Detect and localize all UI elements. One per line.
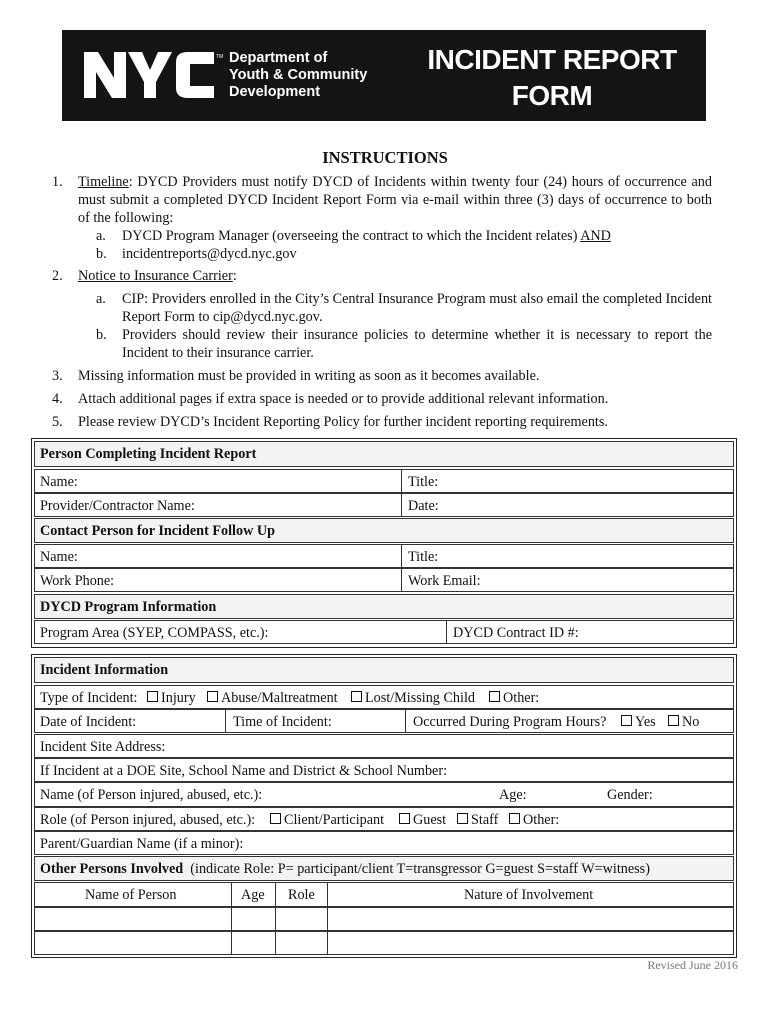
field-label: Time of Incident:: [233, 714, 332, 730]
list-number: 5.: [52, 414, 63, 430]
department-line: Youth & Community: [229, 67, 368, 83]
person-completing-heading: Person Completing Incident Report: [40, 446, 257, 462]
staff-checkbox[interactable]: [457, 812, 498, 829]
table-cell: [275, 883, 328, 906]
logo-text: NYC: [84, 44, 87, 45]
table-cell[interactable]: [231, 932, 276, 954]
incident-date-field[interactable]: Date of Incident:: [40, 714, 137, 730]
department-line: Department of: [229, 50, 328, 66]
instruction-text: : DYCD Providers must notify DYCD of Incidents within twenty four (24) hours of occurrence and must submit a completed DYCD Incident Report Form via e-mail within three (3) days of occurrence to both of the following:: [78, 174, 712, 226]
section-heading-row: [34, 856, 734, 881]
option-label: Staff: [471, 812, 499, 828]
incident-info-heading: Incident Information: [40, 662, 169, 678]
field-label: Title:: [408, 549, 439, 565]
form-row: [34, 807, 734, 831]
department-name: [229, 50, 399, 101]
site-address-field[interactable]: Incident Site Address:: [40, 739, 166, 755]
checkbox-icon: [207, 691, 218, 702]
form-row: [34, 758, 734, 782]
work-phone-field[interactable]: Work Phone:: [40, 573, 115, 589]
contract-id-field[interactable]: [446, 621, 733, 643]
person-name-field[interactable]: Name (of Person injured, abused, etc.):: [40, 787, 263, 803]
form-row: [34, 685, 734, 709]
list-letter: a.: [96, 291, 106, 307]
list-number: 3.: [52, 368, 63, 384]
injury-checkbox[interactable]: [147, 690, 196, 707]
yes-checkbox[interactable]: [621, 714, 656, 731]
role-label: Role (of Person injured, abused, etc.):: [40, 812, 256, 828]
heading-note: (indicate Role: P= participant/client T=transgressor G=guest S=staff W=witness): [190, 861, 650, 877]
no-checkbox[interactable]: [668, 714, 699, 731]
form-row: [34, 493, 734, 517]
colon: :: [232, 268, 237, 284]
revision-note: Revised June 2016: [647, 958, 738, 972]
checkbox-icon: [399, 813, 410, 824]
incident-time-field[interactable]: [225, 710, 406, 732]
table-row[interactable]: [34, 931, 734, 955]
instruction-item-2b: Providers should review their insurance policies to determine whether it is necessary to report the Incident to their insurance carrier.: [122, 327, 712, 361]
name-field[interactable]: Name:: [40, 474, 78, 490]
program-area-field[interactable]: Program Area (SYEP, COMPASS, etc.):: [40, 625, 269, 641]
form-section-incident: [31, 654, 737, 958]
table-cell[interactable]: [327, 908, 733, 930]
list-number: 2.: [52, 268, 63, 284]
option-label: Abuse/Maltreatment: [221, 690, 338, 706]
column-header-name: Name of Person: [85, 887, 177, 903]
gender-field[interactable]: Gender:: [607, 787, 653, 803]
form-title-line: INCIDENT REPORT: [427, 44, 677, 75]
instructions-heading: INSTRUCTIONS: [322, 148, 448, 167]
instruction-item-2a: CIP: Providers enrolled in the City’s Central Insurance Program must also email the completed Incident Report Form to cip@dycd.nyc.gov.: [122, 291, 712, 325]
provider-name-field[interactable]: Provider/Contractor Name:: [40, 498, 195, 514]
table-row[interactable]: [34, 907, 734, 931]
instruction-item-2: [78, 267, 237, 285]
form-row: [34, 831, 734, 855]
form-row: [34, 544, 734, 568]
field-label: Work Email:: [408, 573, 481, 589]
work-email-field[interactable]: [401, 569, 733, 591]
abuse-checkbox[interactable]: [207, 690, 338, 707]
section-heading-row: [34, 594, 734, 619]
table-cell[interactable]: [231, 908, 276, 930]
date-field[interactable]: [401, 494, 733, 516]
checkbox-icon: [351, 691, 362, 702]
table-cell: [231, 883, 276, 906]
option-label: No: [682, 714, 700, 730]
and-label: AND: [580, 228, 611, 244]
department-line: Development: [229, 84, 321, 100]
incident-email-link[interactable]: incidentreports@dycd.nyc.gov: [122, 246, 297, 262]
checkbox-icon: [270, 813, 281, 824]
checkbox-icon: [509, 813, 520, 824]
column-header-nature: Nature of Involvement: [464, 887, 594, 903]
contact-title-field[interactable]: [401, 545, 733, 567]
insurance-label: Notice to Insurance Carrier: [78, 268, 233, 284]
column-header-role: Role: [288, 887, 315, 903]
lost-child-checkbox[interactable]: [351, 690, 475, 707]
form-row: [34, 782, 734, 807]
list-number: 4.: [52, 391, 63, 407]
form-row: [34, 620, 734, 644]
incident-type-label: Type of Incident:: [40, 690, 138, 706]
form-row: [34, 568, 734, 592]
contact-name-field[interactable]: Name:: [40, 549, 78, 565]
instruction-item-3: Missing information must be provided in writing as soon as it becomes available.: [78, 368, 540, 384]
section-heading-row: [34, 441, 734, 467]
list-letter: b.: [96, 246, 107, 262]
checkbox-icon: [489, 691, 500, 702]
instruction-item-1a: [122, 227, 611, 245]
option-label: Other:: [503, 690, 540, 706]
heading-text: Other Persons Involved: [40, 861, 184, 877]
table-header-row: [34, 882, 734, 907]
svg-text:TM: TM: [216, 54, 224, 60]
option-label: Other:: [523, 812, 560, 828]
field-label: DYCD Contract ID #:: [453, 625, 579, 641]
option-label: Guest: [413, 812, 447, 828]
table-cell: [327, 883, 733, 906]
form-row: [34, 734, 734, 758]
option-label: Client/Participant: [284, 812, 385, 828]
guest-checkbox[interactable]: [399, 812, 446, 829]
instruction-text: DYCD Program Manager (overseeing the contract to which the Incident relates): [122, 228, 578, 244]
client-checkbox[interactable]: [270, 812, 384, 829]
column-header-age: Age: [241, 887, 265, 903]
option-label: Lost/Missing Child: [365, 690, 475, 706]
form-row: [34, 469, 734, 493]
program-info-heading: DYCD Program Information: [40, 599, 217, 615]
table-cell[interactable]: [327, 932, 733, 954]
list-number: 1.: [52, 174, 63, 190]
list-letter: b.: [96, 327, 107, 343]
program-hours-field: [405, 710, 733, 732]
list-letter: a.: [96, 228, 106, 244]
header-banner: [62, 30, 706, 121]
checkbox-icon: [457, 813, 468, 824]
form-title-line: FORM: [511, 80, 593, 111]
form-title: [402, 42, 702, 114]
instruction-item-1: [78, 173, 712, 227]
checkbox-icon: [668, 715, 679, 726]
option-label: Yes: [635, 714, 656, 730]
other-persons-heading: [40, 861, 650, 878]
timeline-label: Timeline: [78, 174, 129, 190]
section-heading-row: [34, 657, 734, 683]
field-label: Date:: [408, 498, 439, 514]
other-type-checkbox[interactable]: [489, 690, 539, 707]
title-field[interactable]: [401, 470, 733, 492]
age-field[interactable]: Age:: [499, 787, 527, 803]
form-section-contact: [31, 438, 737, 648]
instruction-item-5: Please review DYCD’s Incident Reporting Policy for further incident reporting requirements.: [78, 414, 608, 430]
table-cell[interactable]: [275, 932, 328, 954]
doe-site-field[interactable]: If Incident at a DOE Site, School Name and District & School Number:: [40, 763, 448, 779]
field-label: Occurred During Program Hours?: [413, 714, 607, 730]
checkbox-icon: [621, 715, 632, 726]
option-label: Injury: [161, 690, 196, 706]
table-cell[interactable]: [275, 908, 328, 930]
other-role-checkbox[interactable]: [509, 812, 559, 829]
field-label: Title:: [408, 474, 439, 490]
contact-person-heading: Contact Person for Incident Follow Up: [40, 523, 276, 539]
form-row: [34, 709, 734, 733]
checkbox-icon: [147, 691, 158, 702]
guardian-name-field[interactable]: Parent/Guardian Name (if a minor):: [40, 836, 244, 852]
instruction-item-4: Attach additional pages if extra space is needed or to provide additional relevant information.: [78, 391, 609, 407]
section-heading-row: [34, 518, 734, 543]
